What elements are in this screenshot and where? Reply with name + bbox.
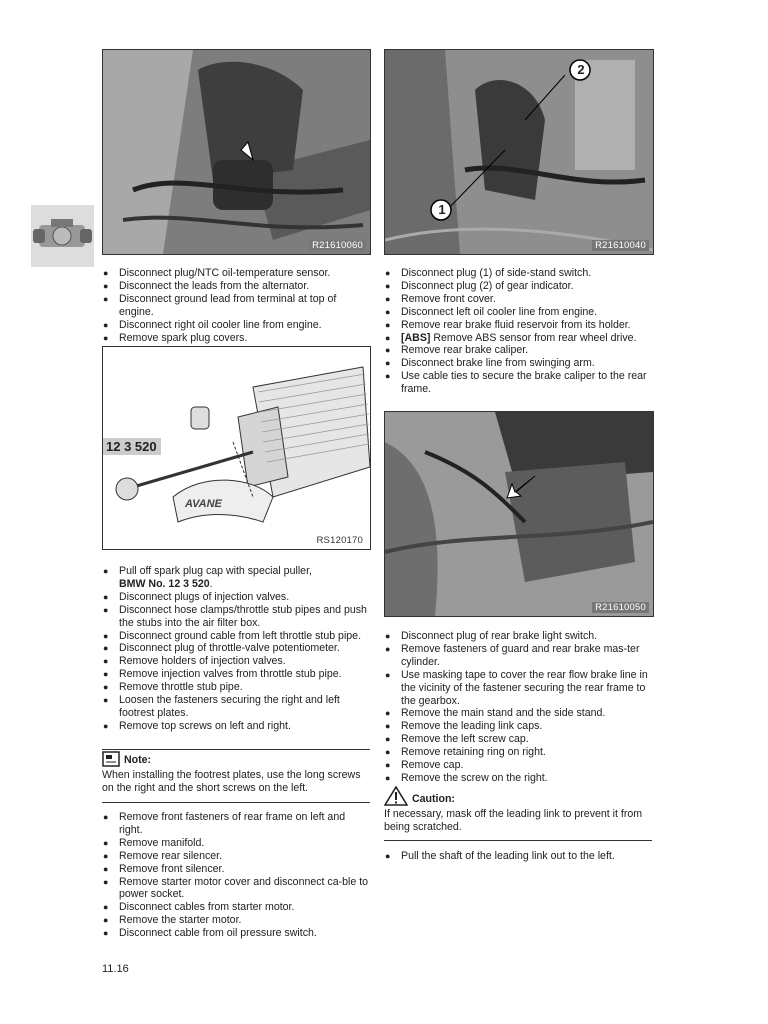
steps-list-right-2: [384, 630, 652, 785]
list-item: ● Disconnect brake line from swinging arm.: [384, 357, 652, 370]
steps-list-1: [102, 267, 370, 344]
list-item: ● Remove fasteners of guard and rear brake mas-ter cylinder.: [384, 643, 652, 669]
list-item: ● Remove top screws on left and right.: [102, 720, 370, 733]
list-item: ● Remove injection valves from throttle stub pipe.: [102, 668, 370, 681]
figure-engine-connectors: [102, 49, 371, 255]
list-item: ● Disconnect plug (2) of gear indicator.: [384, 280, 652, 293]
caution-triangle-icon: [384, 786, 408, 806]
list-item: ● Pull the shaft of the leading link out to the left.: [384, 850, 652, 863]
list-item: ● Pull off spark plug cap with special puller, BMW No. 12 3 520.: [102, 565, 370, 591]
note-box: [102, 751, 370, 795]
list-item: ● Remove retaining ring on right.: [384, 746, 652, 759]
note-text: When installing the footrest plates, use the long screws on the right and the short screws on the left.: [102, 769, 361, 794]
callout-2: 2: [577, 62, 585, 77]
steps-list-3: [102, 811, 370, 940]
list-item: ● Remove the left screw cap.: [384, 733, 652, 746]
list-item: ● Remove front cover.: [384, 293, 652, 306]
brand-logo: AVANE: [185, 498, 222, 510]
figure-brake-light-switch: [384, 411, 654, 617]
callout-1: 1: [438, 202, 446, 217]
tool-number-label: 12 3 520: [102, 438, 161, 455]
figure-code: R21610050: [592, 602, 649, 613]
list-item: ● Disconnect cable from oil pressure switch.: [102, 927, 370, 940]
figure-code: R21610040: [592, 240, 649, 251]
list-item: ● Disconnect plug of rear brake light switch.: [384, 630, 652, 643]
list-item: ● Disconnect plugs of injection valves.: [102, 591, 370, 604]
note-icon: [102, 751, 120, 767]
list-item: ● Loosen the fasteners securing the right and left footrest plates.: [102, 694, 370, 720]
list-item: ● Disconnect hose clamps/throttle stub pipes and push the stubs into the air filter box.: [102, 604, 370, 630]
list-item: ● Remove front silencer.: [102, 863, 370, 876]
figure-side-stand-plugs: [384, 49, 654, 255]
list-item: ● Remove starter motor cover and disconnect ca-ble to power socket.: [102, 876, 370, 902]
list-item: ● Disconnect left oil cooler line from engine.: [384, 306, 652, 319]
list-item: ● Disconnect plug (1) of side-stand switch.: [384, 267, 652, 280]
list-item: ● Remove the screw on the right.: [384, 772, 652, 785]
list-item: ● Disconnect cables from starter motor.: [102, 901, 370, 914]
note-title: Note:: [124, 754, 152, 766]
caution-title: Caution:: [412, 793, 455, 805]
list-item: ● Remove the starter motor.: [102, 914, 370, 927]
page-number: 11.16: [102, 963, 129, 975]
note-rule-bottom: [102, 802, 370, 803]
list-item: ● Disconnect plug of throttle-valve potentiometer.: [102, 642, 370, 655]
list-item: ● Remove rear brake caliper.: [384, 344, 652, 357]
list-item: ● Remove the leading link caps.: [384, 720, 652, 733]
list-item: ● Remove front fasteners of rear frame on left and right.: [102, 811, 370, 837]
list-item: ● Remove throttle stub pipe.: [102, 681, 370, 694]
list-item: ● Disconnect the leads from the alternator.: [102, 280, 370, 293]
list-item: ● Disconnect plug/NTC oil-temperature sensor.: [102, 267, 370, 280]
figure-code: RS120170: [316, 535, 363, 546]
steps-list-2: [102, 565, 370, 733]
list-item: ● Disconnect ground lead from terminal at top of engine.: [102, 293, 370, 319]
list-item: ● Disconnect ground cable from left throttle stub pipe.: [102, 630, 370, 643]
engine-thumbnail-icon: [31, 205, 94, 267]
list-item: ● Disconnect right oil cooler line from engine.: [102, 319, 370, 332]
list-item: ● Use masking tape to cover the rear flow brake line in the vicinity of the fastener securing the rear frame to the gearbox.: [384, 669, 652, 708]
list-item: ● Use cable ties to secure the brake caliper to the rear frame.: [384, 370, 652, 396]
steps-list-right-3: [384, 850, 652, 863]
list-item: ● Remove spark plug covers.: [102, 332, 370, 345]
section-thumbnail: [31, 205, 94, 267]
list-item: ● Remove rear brake fluid reservoir from its holder.: [384, 319, 652, 332]
steps-list-right-1: [384, 267, 652, 396]
caution-text: If necessary, mask off the leading link to prevent it from being scratched.: [384, 808, 643, 833]
list-item: ● Remove rear silencer.: [102, 850, 370, 863]
list-item: ● [ABS] Remove ABS sensor from rear wheel drive.: [384, 332, 652, 345]
list-item: ● Remove cap.: [384, 759, 652, 772]
list-item: ● Remove the main stand and the side stand.: [384, 707, 652, 720]
figure-code: R21610060: [309, 240, 366, 251]
figure-spark-plug-puller: [102, 346, 371, 550]
list-item: ● Remove manifold.: [102, 837, 370, 850]
note-rule-top: [102, 749, 370, 750]
caution-box: [384, 786, 652, 834]
list-item: ● Remove holders of injection valves.: [102, 655, 370, 668]
caution-rule-bottom: [384, 840, 652, 841]
